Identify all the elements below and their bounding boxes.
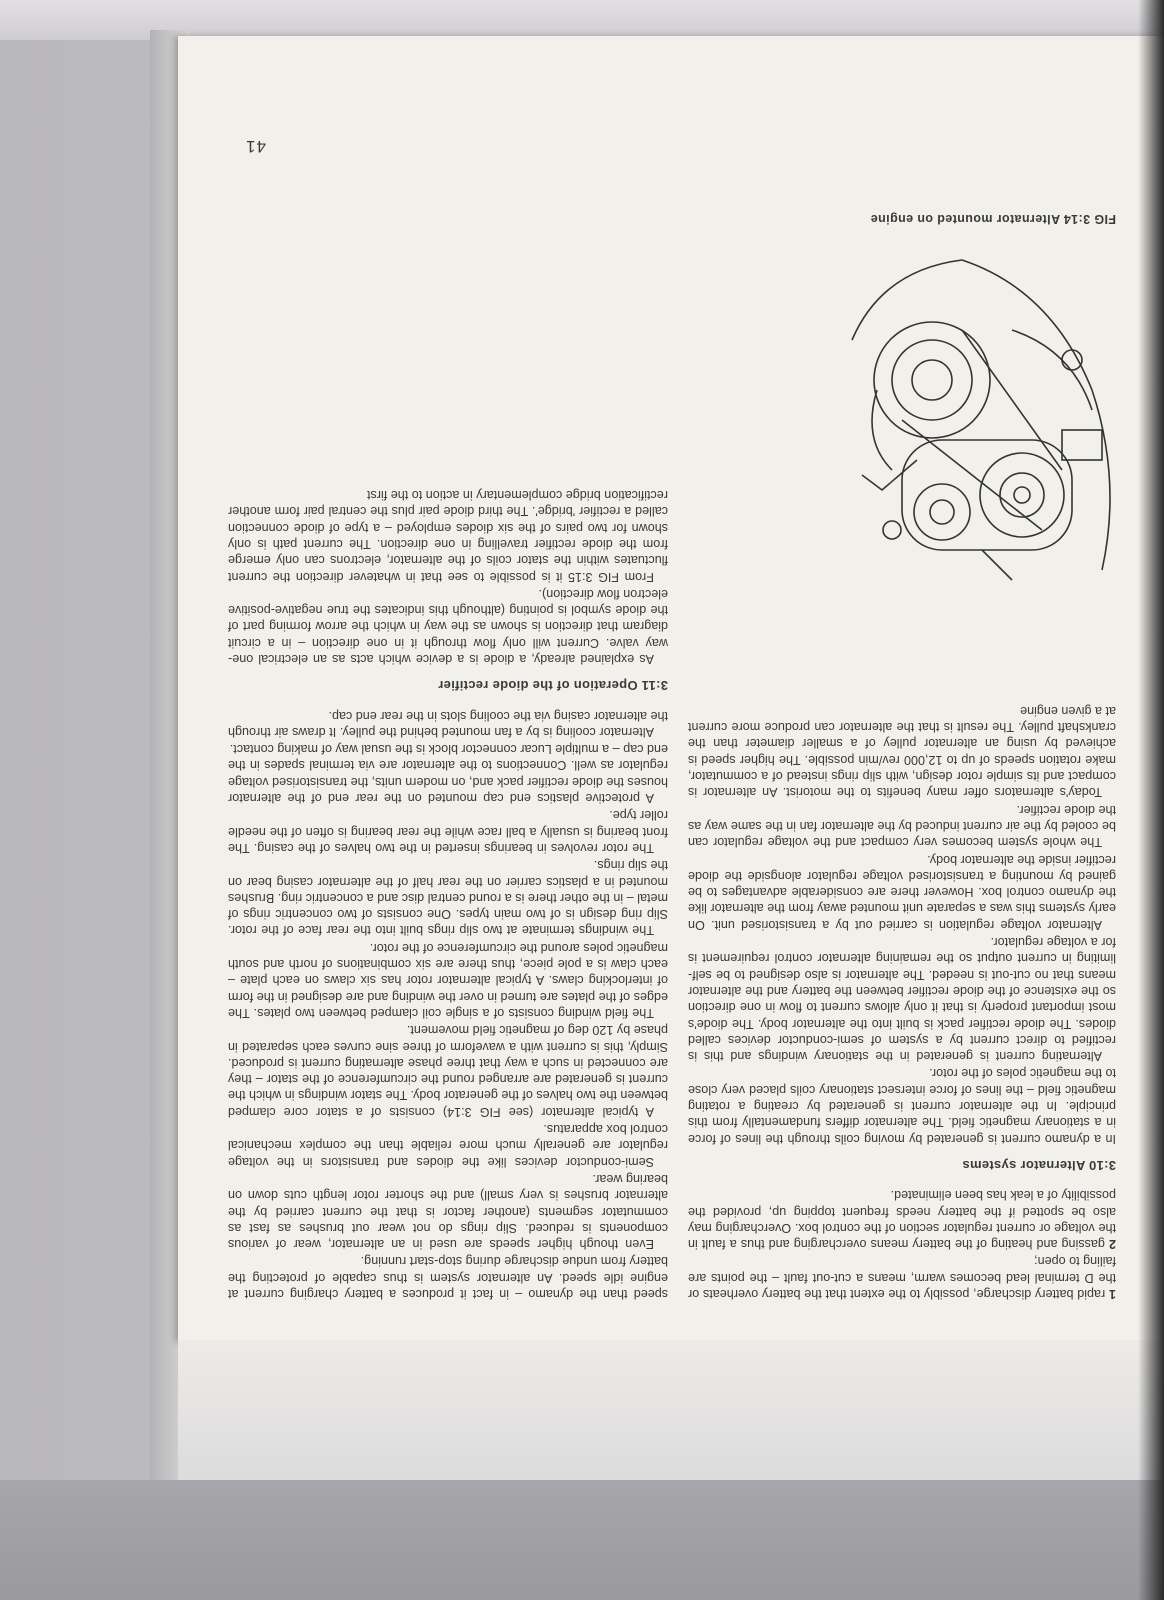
section-heading-3-10: 3:10 Alternator systems	[962, 1157, 1116, 1173]
paragraph: A typical alternator (see FIG 3:14) consists of a stator core clamped between the two halves of the generator body. The stator windings in which the current is generated are arranged round the circumference of the stator – they are connected in such a way that three phase alternating current is produced. Simply, this is current with a waveform of three sine curves each separated in phase by 120 deg of magnetic field movement.	[228, 1023, 668, 1119]
paragraph: speed than the dynamo – in fact it produces a battery charging current at engine idle speed. An alternator system is thus capable of protecting the battery from undue discharge during stop-start running.	[228, 1254, 668, 1301]
paragraph: Even though higher speeds are used in an alternator, wear of various components is reduced. Slip rings do not wear out brushes as fast as commutator segments (another factor is that the current carried by the alternator brushes is very small) and the shorter rotor length cuts down on bearing wear.	[228, 1171, 668, 1252]
paragraph: As explained already, a diode is a device which acts as an electrical one-way valve. Current will only flow through it in one direction – in a circuit diagram that direction is shown as the way in which the arrow forming part of the diode symbol is pointing (although this indicates the true negative-positive electron flow direction).	[228, 586, 668, 667]
left-column	[688, 702, 1116, 1302]
paragraph: Alternator cooling is by a fan mounted behind the pulley. It draws air through the alternator casing via the cooling slots in the rear end cap.	[228, 708, 668, 739]
section-heading-3-11: 3:11 Operation of the diode rectifier	[438, 678, 668, 694]
list-item-1: 1 rapid battery discharge, possibly to the extent that the battery overheats or the D terminal lead becomes warm, means a cut-out fault – the points are failing to open;	[687, 1254, 1116, 1301]
list-item-2: 2 gassing and heating of the battery means overcharging and thus a fault in the voltage or current regulator section of the control box. Overcharging may also be spotted if the battery needs frequent topping up, provided the possibility of a leak has been eliminated.	[688, 1188, 1116, 1252]
page-content-upside-down	[178, 36, 1164, 1342]
right-edge-shadow	[1138, 0, 1164, 1600]
right-column	[228, 486, 668, 1302]
paragraph: Semi-conductor devices like the diodes and transistors in the voltage regulator are generally much more reliable than the complex mechanical control box apparatus.	[228, 1122, 668, 1169]
alternator-drawing	[832, 250, 1132, 590]
page-inner	[178, 36, 1164, 1342]
paragraph: Alternating current is generated in the stationary windings and this is rectified to direct current by a system of semi-conductor devices called diodes. The diode rectifier pack is built into the alternator body. The diode's most important property is that it only allows current to flow in one direction so the existence of the diode rectifier between the battery and the alternator means that no cut-out is needed. The alternator is also designed to be self-limiting in current output so the remaining alternator control requirement is for a voltage regulator.	[688, 935, 1116, 1064]
paragraph: A protective plastics end cap mounted on the rear end of the alternator houses the diode rectifier pack and, on modern units, the transistorised voltage regulator as well. Connections to the alternator are via terminal spades in the end cap – a multiple Lucar connector block is the usual way of making contact.	[228, 742, 668, 806]
alternator-engine-illustration-icon	[832, 250, 1132, 590]
paragraph: The rotor revolves in bearings inserted in the two halves of the casing. The front bearing is usually a ball race while the rear bearing is often of the needle roller type.	[228, 808, 668, 855]
figure-caption: FIG 3:14 Alternator mounted on engine	[870, 212, 1116, 226]
paragraph: Alternator voltage regulation is carried out by a transistorised unit. On early systems this was a separate unit mounted away from the alternator like the dynamo control box. However there are considerable advantages to be gained by mounting a transistorised voltage regulator alongside the diode rectifier inside the alternator body.	[688, 852, 1116, 932]
paragraph: The whole system becomes very compact and the voltage regulator can be cooled by the air current induced by the alternator fan in the same way as the diode rectifier.	[688, 802, 1116, 850]
bottom-background	[0, 1480, 1164, 1600]
page-number: 41	[245, 137, 266, 156]
paragraph: The field winding consists of a single coil clamped between two plates. The edges of the plates are turned in over the winding and are designed in the form of interlocking claws. A typical alternator rotor has six claws on each plate – each claw is a pole piece, thus there are six combinations of north and south magnetic poles around the circumference of the rotor.	[228, 940, 668, 1020]
paragraph: Today's alternators offer many benefits to the motorist. An alternator is compact and its simple rotor design, with slip rings instead of a commutator, make rotation speeds of up to 12,000 rev/min possible. The higher speed is achieved by using an alternator pulley of a smaller diameter than the crankshaft pulley. The result is that the alternator can produce more current at a given engine	[688, 703, 1116, 800]
paragraph: In a dynamo current is generated by moving coils through the lines of force in a stationary magnetic field. The alternator differs fundamentally from this principle. In the alternator current is generated by creating a rotating magnetic field – the lines of force intersect stationary coils placed very close to the magnetic poles of the rotor.	[688, 1066, 1116, 1146]
paragraph: The windings terminate at two slip rings built into the rear face of the rotor. Slip ring design is of two main types. One consists of two concentric rings of metal – in the other there is a round central disc and a concentric ring. Brushes mounted in a plastics carrier on the rear half of the alternator casing bear on the slip rings.	[228, 858, 668, 938]
paragraph: From FIG 3:15 it is possible to see that in whatever direction the current fluctuates within the stator coils of the alternator, electrons can only emerge from the diode rectifier travelling in one direction. The current path is only shown for two pairs of the six diodes employed – a type of diode connection called a rectifier 'bridge'. The third diode pair plus the central pair form another rectification bridge complementary in action to the first	[228, 488, 668, 584]
